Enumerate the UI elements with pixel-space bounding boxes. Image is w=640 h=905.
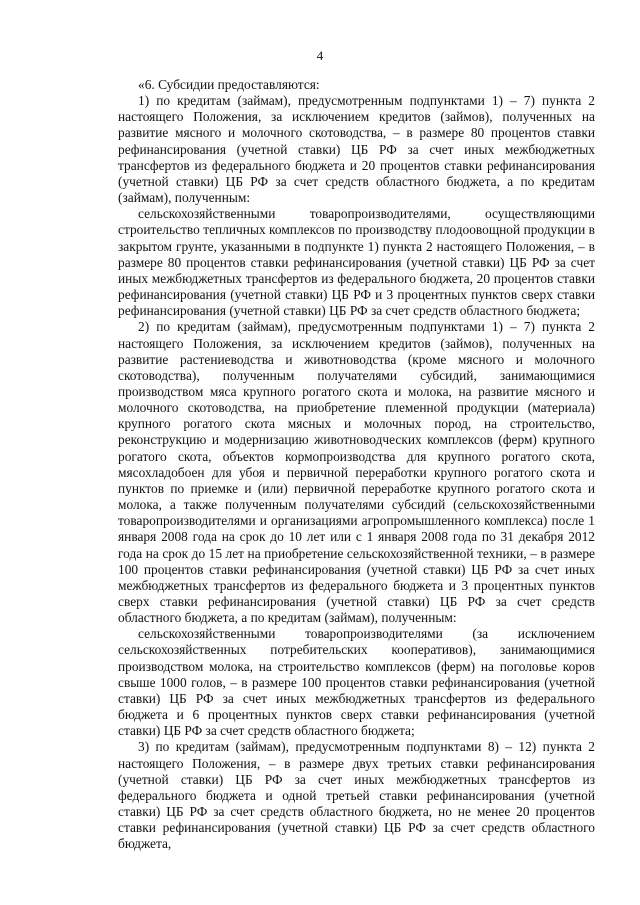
paragraph-heading: «6. Субсидии предоставляются: [138,77,320,92]
paragraph: 3) по кредитам (займам), предусмотренным подпунктами 8) – 12) пункта 2 настоящего Положения, – в размере двух третьих ставки рефинансирования (учетной ставки) ЦБ РФ за счет иных межбюджетных трансфертов из федерального бюджета и одной третьей ставки рефинансирования (учетной ставки) ЦБ РФ за счет средств областного бюджета, но не менее 20 процентов ставки рефинансирования (учетной ставки) ЦБ РФ за счет средств областного бюджета, [118,739,595,852]
document-body [118,77,595,853]
paragraph: сельскохозяйственными товаропроизводителями, осуществляющими строительство тепличных комплексов по производству плодоовощной продукции в закрытом грунте, указанными в подпункте 1) пункта 2 настоящего Положения, – в размере 80 процентов ставки рефинансирования (учетной ставки) ЦБ РФ за счет иных межбюджетных трансфертов из федерального бюджета, 20 процентов ставки рефинансирования (учетной ставки) ЦБ РФ и 3 процентных пунктов сверх ставки рефинансирования (учетной ставки) ЦБ РФ за счет средств областного бюджета; [118,206,595,319]
page-number: 4 [316,48,324,63]
paragraph: сельскохозяйственными товаропроизводителями (за исключением сельскохозяйственных потребительских кооперативов), занимающимися производством молока, на строительство комплексов (ферм) на поголовье коров свыше 1000 голов, – в размере 100 процентов ставки рефинансирования (учетной ставки) ЦБ РФ за счет иных межбюджетных трансфертов из федерального бюджета и 6 процентных пунктов сверх ставки рефинансирования (учетной ставки) ЦБ РФ за счет средств областного бюджета; [118,626,595,739]
paragraph: 1) по кредитам (займам), предусмотренным подпунктами 1) – 7) пункта 2 настоящего Положения, за исключением кредитов (займов), полученных на развитие мясного и молочного скотоводства, – в размере 80 процентов ставки рефинансирования (учетной ставки) ЦБ РФ за счет иных межбюджетных трансфертов из федерального бюджета и 20 процентов ставки рефинансирования (учетной ставки) ЦБ РФ за счет средств областного бюджета, а по кредитам (займам), полученным: [118,93,595,206]
paragraph: 2) по кредитам (займам), предусмотренным подпунктами 1) – 7) пункта 2 настоящего Положения, за исключением кредитов (займов), полученных на развитие растениеводства и животноводства (кроме мясного и молочного скотоводства), полученным получателями субсидий, занимающимися производством мяса крупного рогатого скота и молока, на развитие мясного и молочного скотоводства, на приобретение племенной продукции (материала) крупного рогатого скота мясных и молочных пород, на строительство, реконструкцию и модернизацию животноводческих комплексов (ферм) крупного рогатого скота, объектов кормопроизводства для крупного рогатого скота, мясохладобоен для убоя и первичной переработки крупного рогатого скота и пунктов по приемке и (или) первичной переработке крупного рогатого скота и молока, а также полученным получателями субсидий (сельскохозяйственными товаропроизводителями и организациями агропромышленного комплекса) после 1 января 2008 года на срок до 10 лет или с 1 января 2008 года по 31 декабря 2012 года на срок до 15 лет на приобретение сельскохозяйственной техники, – в размере 100 процентов ставки рефинансирования (учетной ставки) ЦБ РФ за счет иных межбюджетных трансфертов из федерального бюджета и 3 процентных пунктов сверх ставки рефинансирования (учетной ставки) ЦБ РФ за счет средств областного бюджета, а по кредитам (займам), полученным: [118,319,595,626]
